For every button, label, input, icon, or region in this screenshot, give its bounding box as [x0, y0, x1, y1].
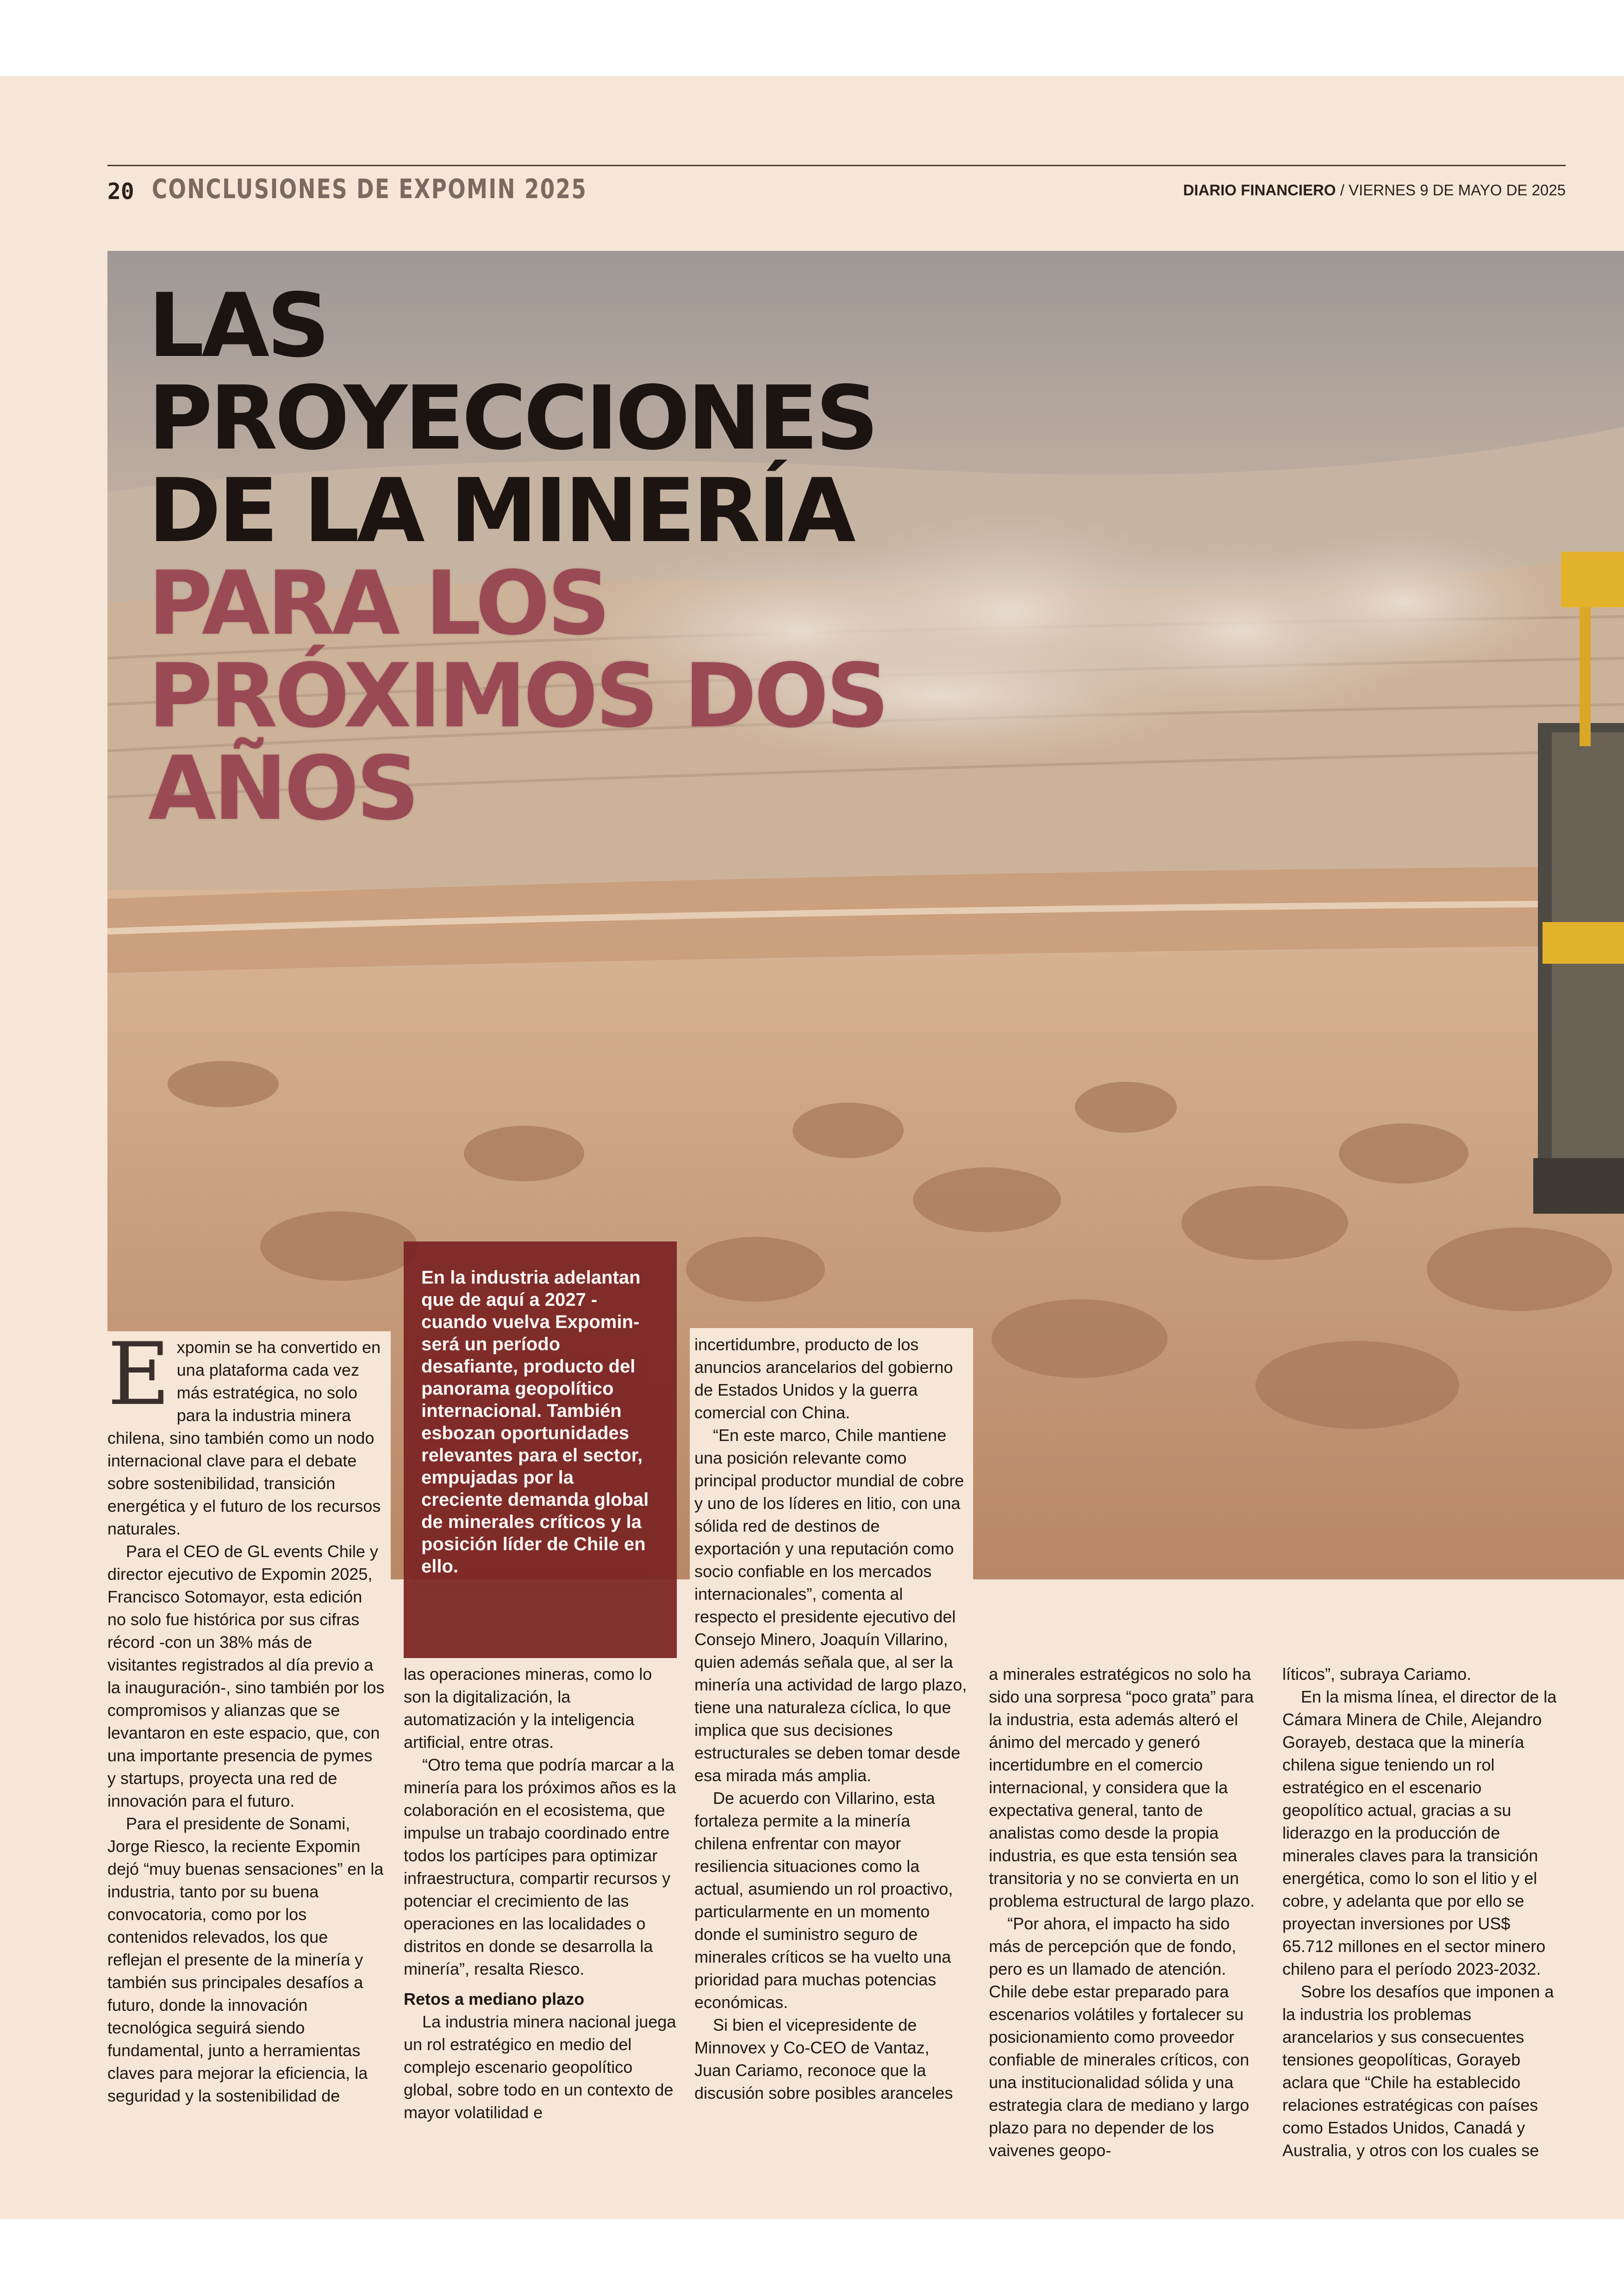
publication-name: DIARIO FINANCIERO [1183, 181, 1336, 199]
lead-box [404, 1241, 677, 1658]
article-column-5 [1282, 1663, 1565, 2162]
article-column-4 [989, 1663, 1262, 2162]
headline-line-3: DE LA MINERÍA [148, 460, 853, 562]
col1-para-1: Expomin se ha convertido en una plataforma cada vez más estratégica, no solo para la industria minera chilena, sino también como un nodo internacional clave para el debate sobre sostenibilidad, transición energética y el futuro de los recursos naturales. [107, 1324, 381, 1538]
col1-para-2: Para el CEO de GL events Chile y director ejecutivo de Expomin 2025, Francisco Sotomayor, esta edición no solo fue histórica por sus cifras récord -con un 38% más de visitantes registrados al día previo a la inauguración-, sino también por los compromisos y alianzas que se levantaron en este espacio, que, con una importante presencia de pymes y startups, proyecta una red de innovación para el futuro. [107, 1542, 385, 1810]
header-rule [107, 165, 1566, 166]
article-column-3 [694, 1333, 968, 2104]
publication-dateline [1183, 181, 1566, 199]
col3-para-1: incertidumbre, producto de los anuncios arancelarios del gobierno de Estados Unidos y la guerra comercial con China. [694, 1335, 953, 1422]
headline-line-4: PARA LOS [148, 552, 608, 655]
page-number: 20 [107, 179, 134, 205]
headline-line-2: PROYECCIONES [148, 367, 876, 469]
col1-para-3: Para el presidente de Sonami, Jorge Riesco, la reciente Expomin dejó “muy buenas sensaciones” en la industria, tanto por su buena convocatoria, como por los contenidos relevados, los que reflejan el presente de la minería y también sus principales desafíos a futuro, donde la innovación tecnológica seguirá siendo fundamental, junto a herramientas claves para mejorar la eficiencia, la seguridad y la sostenibilidad de [107, 1814, 384, 2105]
dateline-separator: / [1340, 181, 1344, 199]
publication-date: VIERNES 9 DE MAYO DE 2025 [1349, 181, 1566, 199]
article-column-2 [404, 1663, 677, 2124]
col5-para-1: líticos”, subraya Cariamo. [1282, 1665, 1472, 1684]
col4-para-1: a minerales estratégicos no solo ha sido una sorpresa “poco grata” para la industria, esta además alteró el ánimo del mercado y generó incertidumbre en el comercio internacional, y considera que la expectativa general, tanto de analistas como desde la propia industria, es que esta tensión sea transitoria y no se convierta en un problema estructural de largo plazo. [989, 1665, 1255, 1910]
col5-para-2: En la misma línea, el director de la Cámara Minera de Chile, Alejandro Gorayeb, destaca que la minería chilena sigue teniendo un rol estratégico en el escenario geopolítico actual, gracias a su liderazgo en la producción de minerales claves para la transición energética, como lo son el litio y el cobre, y adelanta que por ello se proyectan inversiones por US$ 65.712 millones en el sector minero chileno para el período 2023-2032. [1282, 1687, 1557, 1978]
subhead: Retos a mediano plazo [404, 1989, 585, 2008]
headline-line-5: PRÓXIMOS DOS [148, 645, 887, 747]
col2-para-1: las operaciones mineras, como lo son la digitalización, la automatización y la inteligencia artificial, entre otras. [404, 1665, 652, 1752]
article-column-1 [107, 1324, 385, 2107]
col2-para-2: “Otro tema que podría marcar a la minería para los próximos años es la colaboración en el ecosistema, que impulse un trabajo coordinado entre todos los partícipes para optimizar infraestructura, compartir recursos y potenciar el crecimiento de las operaciones en las localidades o distritos en donde se desarrolla la minería”, resalta Riesco. [404, 1755, 676, 1978]
col3-para-4: Si bien el vicepresidente de Minnovex y Co-CEO de Vantaz, Juan Cariamo, reconoce que la discusión sobre posibles aranceles [694, 2015, 953, 2102]
drop-cap: E [107, 1324, 170, 1424]
col3-para-3: De acuerdo con Villarino, esta fortaleza permite a la minería chilena enfrentar con mayor resiliencia situaciones como la actual, asumiendo un rol proactivo, particularmente en un momento donde el suministro seguro de minerales críticos se ha vuelto una prioridad para muchas potencias económicas. [694, 1789, 953, 2012]
lead-text: En la industria adelantan que de aquí a 2027 -cuando vuelva Expomin- será un período desafiante, producto del panorama geopolítico internacional. También esbozan oportunidades relevantes para el sector, empujadas por la creciente demanda global de minerales críticos y la posición líder de Chile en ello. [421, 1267, 649, 1577]
col2-para-3: La industria minera nacional juega un rol estratégico en medio del complejo escenario geopolítico global, sobre todo en un contexto de mayor volatilidad e [404, 2012, 676, 2122]
newspaper-page [0, 76, 1624, 2219]
section-title: CONCLUSIONES DE EXPOMIN 2025 [152, 173, 587, 205]
headline-line-1: LAS [148, 274, 327, 377]
headline-line-6: AÑOS [148, 737, 417, 840]
col3-para-2: “En este marco, Chile mantiene una posición relevante como principal productor mundial de cobre y uno de los líderes en litio, con una sólida red de destinos de exportación y una reputación como socio confiable en los mercados internacionales”, comenta al respecto el presidente ejecutivo del Consejo Minero, Joaquín Villarino, quien además señala que, al ser la minería una actividad de largo plazo, tiene una naturaleza cíclica, lo que implica que sus decisiones estructurales se deben tomar desde esa mirada más amplia. [694, 1426, 967, 1785]
headline [148, 274, 887, 840]
col4-para-2: “Por ahora, el impacto ha sido más de percepción que de fondo, pero es un llamado de atención. Chile debe estar preparado para escenarios volátiles y fortalecer su posicionamiento como proveedor confiable de minerales críticos, con una institucionalidad sólida y una estrategia clara de mediano y largo plazo para no depender de los vaivenes geopo- [989, 1914, 1249, 2160]
col5-para-3: Sobre los desafíos que imponen a la industria los problemas arancelarios y sus consecuentes tensiones geopolíticas, Gorayeb aclara que “Chile ha establecido relaciones estratégicas con países como Estados Unidos, Canadá y Australia, y otros con los cuales se [1282, 1982, 1554, 2160]
